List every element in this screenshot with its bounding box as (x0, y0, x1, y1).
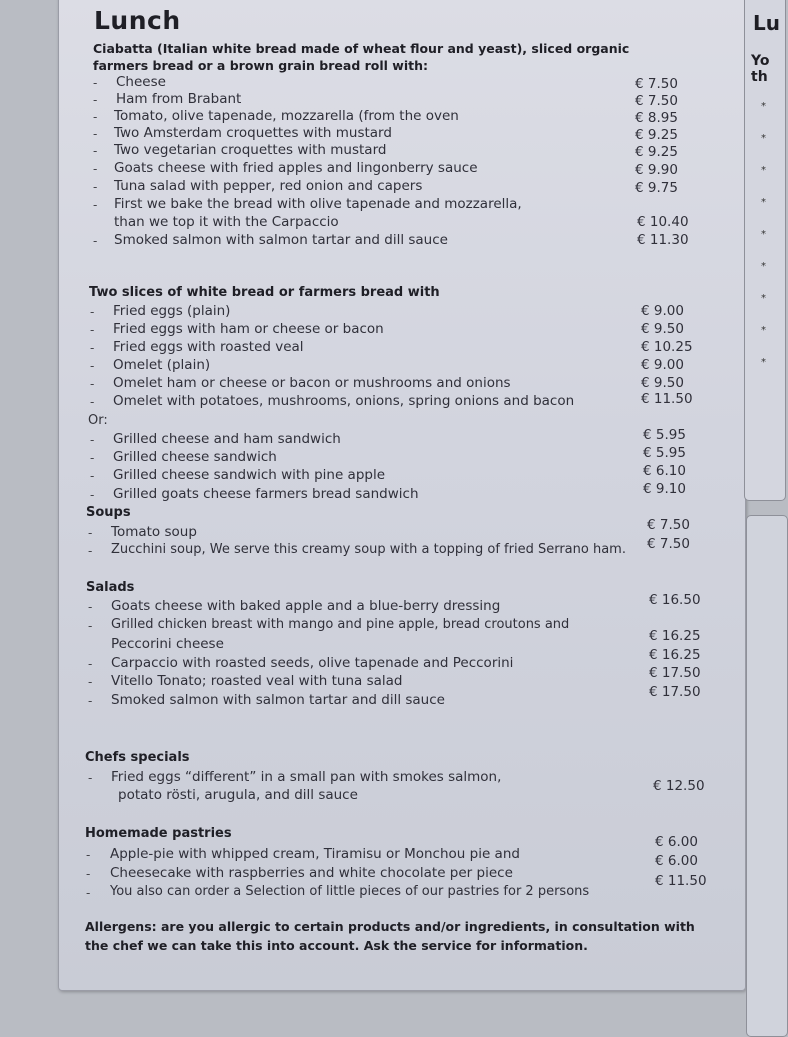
menu-item-price: € 7.50 (635, 76, 678, 92)
bullet-dash: - (88, 694, 93, 708)
menu-item-name: Two Amsterdam croquettes with mustard (114, 125, 392, 141)
bullet-dash: - (90, 433, 95, 447)
bullet-dash: - (88, 657, 93, 671)
bullet-dash: - (90, 395, 95, 409)
bullet-dash: - (90, 377, 95, 391)
menu-item-price: € 5.95 (643, 427, 686, 443)
bullet-dash: - (90, 451, 95, 465)
next-page-fragment: Yo (751, 53, 770, 69)
section-heading-pastries: Homemade pastries (85, 826, 232, 841)
bullet-star-icon: * (761, 325, 766, 336)
bullet-dash: - (93, 162, 98, 176)
bullet-dash: - (93, 198, 98, 212)
menu-item-name: You also can order a Selection of little pieces of our pastries for 2 persons (110, 884, 590, 899)
bullet-dash: - (90, 359, 95, 373)
menu-item-price: € 9.90 (635, 162, 678, 178)
menu-item-name: Carpaccio with roasted seeds, olive tapenade and Peccorini (111, 655, 514, 671)
bullet-dash: - (90, 469, 95, 483)
menu-item-name: Omelet ham or cheese or bacon or mushrooms and onions (113, 375, 511, 391)
menu-item-price: € 17.50 (649, 684, 701, 700)
menu-item-price: € 12.50 (653, 778, 705, 794)
menu-item-price: € 11.50 (655, 873, 707, 889)
menu-item-price: € 7.50 (647, 536, 690, 552)
menu-item-name: Grilled cheese sandwich with pine apple (113, 467, 386, 483)
bullet-dash: - (86, 867, 91, 881)
menu-item-name: Cheese (116, 74, 166, 90)
menu-item-name: First we bake the bread with olive tapenade and mozzarella, (114, 196, 522, 212)
bullet-star-icon: * (761, 293, 766, 304)
menu-item-price: € 10.40 (637, 214, 689, 230)
allergens-note: the chef we can take this into account. Ask the service for information. (85, 938, 588, 953)
menu-item-price: € 9.00 (641, 303, 684, 319)
bullet-dash: - (86, 886, 91, 900)
menu-item-name: Tuna salad with pepper, red onion and capers (114, 178, 423, 194)
bullet-star-icon: * (761, 133, 766, 144)
bullet-dash: - (90, 323, 95, 337)
menu-item-price: € 7.50 (635, 93, 678, 109)
menu-item-name: Smoked salmon with salmon tartar and dill sauce (111, 692, 445, 708)
menu-item-name: Grilled goats cheese farmers bread sandwich (113, 486, 419, 502)
bullet-star-icon: * (761, 357, 766, 368)
bullet-dash: - (93, 144, 98, 158)
menu-item-name: Goats cheese with baked apple and a blue-berry dressing (111, 598, 501, 614)
bullet-dash: - (88, 675, 93, 689)
menu-item-name: Apple-pie with whipped cream, Tiramisu or Monchou pie and (110, 846, 520, 862)
menu-item-name: Grilled chicken breast with mango and pine apple, bread croutons and (111, 617, 570, 632)
menu-item-price: € 7.50 (647, 517, 690, 533)
section-heading-salads: Salads (86, 580, 135, 595)
menu-item-name: Goats cheese with fried apples and lingonberry sauce (114, 160, 478, 176)
bullet-star-icon: * (761, 101, 766, 112)
bullet-dash: - (93, 76, 98, 90)
menu-item-price: € 16.25 (649, 647, 701, 663)
menu-item-name: Grilled cheese sandwich (113, 449, 277, 465)
menu-item-price: € 6.10 (643, 463, 686, 479)
section-heading-two-slices: Two slices of white bread or farmers bread with (89, 285, 440, 300)
menu-item-price: € 8.95 (635, 110, 678, 126)
menu-item-price: € 11.50 (641, 391, 693, 407)
bullet-dash: - (93, 234, 98, 248)
bullet-dash: - (90, 305, 95, 319)
menu-title: Lunch (94, 6, 181, 35)
bullet-dash: - (88, 526, 93, 540)
menu-item-name: Omelet with potatoes, mushrooms, onions, spring onions and bacon (113, 393, 575, 409)
menu-item-name: Smoked salmon with salmon tartar and dill sauce (114, 232, 448, 248)
bullet-star-icon: * (761, 197, 766, 208)
menu-item-price: € 6.00 (655, 834, 698, 850)
menu-item-price: € 9.50 (641, 375, 684, 391)
menu-item-price: € 9.25 (635, 144, 678, 160)
or-label: Or: (88, 413, 108, 428)
menu-item-price: € 9.10 (643, 481, 686, 497)
menu-item-price: € 10.25 (641, 339, 693, 355)
section-heading-chefs-specials: Chefs specials (85, 750, 190, 765)
menu-item-name: Vitello Tonato; roasted veal with tuna salad (111, 673, 403, 689)
menu-item-name-continued: potato rösti, arugula, and dill sauce (118, 787, 358, 803)
menu-item-price: € 16.50 (649, 592, 701, 608)
menu-item-price: € 9.75 (635, 180, 678, 196)
menu-item-price: € 16.25 (649, 628, 701, 644)
menu-item-name: Fried eggs (plain) (113, 303, 231, 319)
intro-text: farmers bread or a brown grain bread roll with: (93, 58, 428, 73)
menu-item-price: € 6.00 (655, 853, 698, 869)
menu-item-name: Fried eggs “different” in a small pan with smokes salmon, (111, 769, 502, 785)
menu-item-price: € 9.50 (641, 321, 684, 337)
bullet-dash: - (88, 600, 93, 614)
section-heading-soups: Soups (86, 505, 131, 520)
menu-item-name: Ham from Brabant (116, 91, 242, 107)
menu-item-price: € 17.50 (649, 665, 701, 681)
menu-item-name: Grilled cheese and ham sandwich (113, 431, 341, 447)
menu-item-price: € 9.25 (635, 127, 678, 143)
menu-item-name: Fried eggs with ham or cheese or bacon (113, 321, 384, 337)
menu-item-name: Fried eggs with roasted veal (113, 339, 304, 355)
bullet-dash: - (88, 619, 93, 633)
menu-item-price: € 5.95 (643, 445, 686, 461)
bullet-dash: - (88, 544, 93, 558)
allergens-note: Allergens: are you allergic to certain products and/or ingredients, in consultation with (85, 919, 695, 934)
bullet-dash: - (93, 127, 98, 141)
menu-item-price: € 11.30 (637, 232, 689, 248)
menu-item-name: Two vegetarian croquettes with mustard (114, 142, 387, 158)
bullet-star-icon: * (761, 261, 766, 272)
bullet-dash: - (90, 341, 95, 355)
menu-item-name-continued: than we top it with the Carpaccio (114, 214, 339, 230)
bullet-star-icon: * (761, 165, 766, 176)
menu-item-price: € 9.00 (641, 357, 684, 373)
bullet-dash: - (93, 180, 98, 194)
bullet-dash: - (93, 110, 98, 124)
next-page-bottom (746, 515, 788, 1037)
menu-item-name: Omelet (plain) (113, 357, 211, 373)
next-page-top (744, 0, 786, 501)
bullet-dash: - (93, 93, 98, 107)
bullet-dash: - (88, 771, 93, 785)
bullet-dash: - (86, 848, 91, 862)
bullet-dash: - (90, 488, 95, 502)
menu-item-name: Tomato, olive tapenade, mozzarella (from the oven (114, 108, 459, 124)
menu-item-name: Zucchini soup, We serve this creamy soup with a topping of fried Serrano ham. (111, 542, 626, 557)
next-page-fragment: th (751, 69, 768, 85)
menu-item-name-continued: Peccorini cheese (111, 636, 224, 652)
intro-text: Ciabatta (Italian white bread made of wheat flour and yeast), sliced organic (93, 41, 630, 56)
menu-item-name: Tomato soup (111, 524, 197, 540)
bullet-star-icon: * (761, 229, 766, 240)
next-page-title: Lu (753, 11, 780, 35)
menu-item-name: Cheesecake with raspberries and white chocolate per piece (110, 865, 513, 881)
